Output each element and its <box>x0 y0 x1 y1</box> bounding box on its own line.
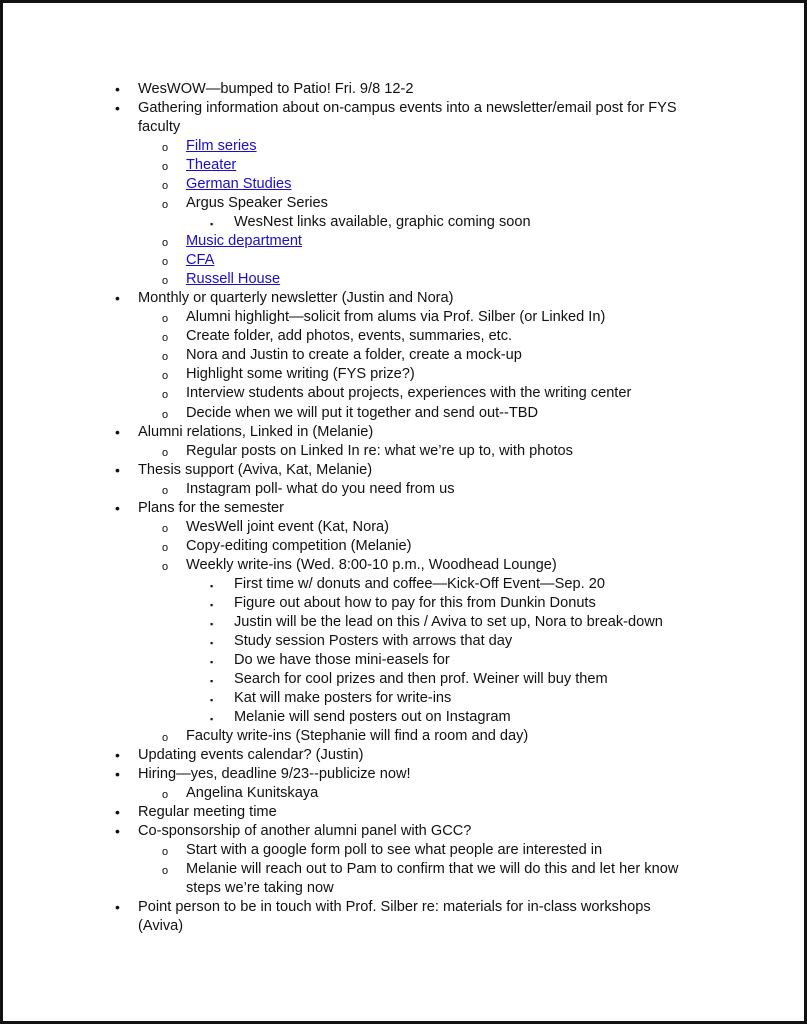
list-item-text: Thesis support (Aviva, Kat, Melanie) <box>138 462 373 478</box>
square-bullet-icon <box>210 594 213 615</box>
bullet-icon <box>115 746 120 765</box>
list-item-text: Kat will make posters for write-ins <box>234 690 452 706</box>
circle-bullet-icon <box>162 308 168 329</box>
circle-bullet-icon <box>162 442 168 463</box>
circle-bullet-icon <box>162 270 168 291</box>
list-item-text: Start with a google form poll to see what people are interested in <box>186 842 603 858</box>
circle-bullet-icon <box>162 194 168 215</box>
square-bullet-icon <box>210 708 213 729</box>
list-item-text: Study session Posters with arrows that day <box>234 633 513 649</box>
list-item-text: Plans for the semester <box>138 500 285 516</box>
list-item-text: Instagram poll- what do you need from us <box>186 481 455 497</box>
bullet-icon <box>115 289 120 308</box>
circle-bullet-icon <box>162 727 168 748</box>
circle-bullet-icon <box>162 480 168 501</box>
list-item-text: Regular posts on Linked In re: what we’re up to, with photos <box>186 443 573 459</box>
square-bullet-icon <box>210 632 213 653</box>
square-bullet-icon <box>210 651 213 672</box>
list-item-text: Point person to be in touch with Prof. Silber re: materials for in-class workshops <box>138 899 651 915</box>
circle-bullet-icon <box>162 251 168 272</box>
list-item-text: Alumni relations, Linked in (Melanie) <box>138 424 374 440</box>
list-item-text: Nora and Justin to create a folder, create a mock-up <box>186 347 522 363</box>
bullet-icon <box>115 822 120 841</box>
list-item-text: Search for cool prizes and then prof. Weiner will buy them <box>234 671 608 687</box>
event-link[interactable]: Theater <box>186 157 237 173</box>
circle-bullet-icon <box>162 518 168 539</box>
circle-bullet-icon <box>162 232 168 253</box>
list-item-text: Melanie will reach out to Pam to confirm that we will do this and let her know <box>186 861 679 877</box>
list-item-text: Co-sponsorship of another alumni panel with GCC? <box>138 823 472 839</box>
event-link[interactable]: Russell House <box>186 271 281 287</box>
circle-bullet-icon <box>162 175 168 196</box>
square-bullet-icon <box>210 575 213 596</box>
bullet-icon <box>115 898 120 917</box>
list-item-text: (Aviva) <box>138 918 184 934</box>
list-item-text: Hiring—yes, deadline 9/23--publicize now! <box>138 766 411 782</box>
circle-bullet-icon <box>162 537 168 558</box>
list-item-text: Melanie will send posters out on Instagram <box>234 709 511 725</box>
circle-bullet-icon <box>162 404 168 425</box>
square-bullet-icon <box>210 613 213 634</box>
bullet-icon <box>115 803 120 822</box>
circle-bullet-icon <box>162 365 168 386</box>
list-item-text: faculty <box>138 119 181 135</box>
square-bullet-icon <box>210 689 213 710</box>
circle-bullet-icon <box>162 556 168 577</box>
list-item-text: Decide when we will put it together and send out--TBD <box>186 405 539 421</box>
bullet-icon <box>115 423 120 442</box>
list-item-text: Figure out about how to pay for this from Dunkin Donuts <box>234 595 596 611</box>
list-item-text: Do we have those mini-easels for <box>234 652 450 668</box>
list-item-text: Interview students about projects, experiences with the writing center <box>186 385 632 401</box>
list-item-text: Create folder, add photos, events, summaries, etc. <box>186 328 513 344</box>
bullet-icon <box>115 80 120 99</box>
list-item-text: Alumni highlight—solicit from alums via Prof. Silber (or Linked In) <box>186 309 606 325</box>
circle-bullet-icon <box>162 860 168 881</box>
list-item-text: WesWell joint event (Kat, Nora) <box>186 519 390 535</box>
event-link[interactable]: Film series <box>186 138 257 154</box>
circle-bullet-icon <box>162 784 168 805</box>
bullet-icon <box>115 765 120 784</box>
list-item-text: Updating events calendar? (Justin) <box>138 747 364 763</box>
bullet-icon <box>115 99 120 118</box>
circle-bullet-icon <box>162 346 168 367</box>
bullet-icon <box>115 461 120 480</box>
bullet-icon <box>115 499 120 518</box>
circle-bullet-icon <box>162 841 168 862</box>
list-item-text: Monthly or quarterly newsletter (Justin and Nora) <box>138 290 454 306</box>
list-item-text: WesNest links available, graphic coming soon <box>234 214 531 230</box>
list-item-text: WesWOW—bumped to Patio! Fri. 9/8 12-2 <box>138 81 414 97</box>
event-link[interactable]: Music department <box>186 233 302 249</box>
circle-bullet-icon <box>162 327 168 348</box>
list-item-text: Weekly write-ins (Wed. 8:00-10 p.m., Woodhead Lounge) <box>186 557 557 573</box>
list-item-text: steps we’re taking now <box>186 880 334 896</box>
list-item-text: Faculty write-ins (Stephanie will find a room and day) <box>186 728 529 744</box>
list-item-text: Copy-editing competition (Melanie) <box>186 538 412 554</box>
list-item-text: Gathering information about on-campus events into a newsletter/email post for FYS <box>138 100 677 116</box>
circle-bullet-icon <box>162 384 168 405</box>
list-item-text: Highlight some writing (FYS prize?) <box>186 366 415 382</box>
circle-bullet-icon <box>162 137 168 158</box>
list-item-text: Regular meeting time <box>138 804 277 820</box>
square-bullet-icon <box>210 213 213 234</box>
list-item-text: First time w/ donuts and coffee—Kick-Off Event—Sep. 20 <box>234 576 605 592</box>
list-item-text: Argus Speaker Series <box>186 195 328 211</box>
square-bullet-icon <box>210 670 213 691</box>
event-link[interactable]: CFA <box>186 252 215 268</box>
event-link[interactable]: German Studies <box>186 176 292 192</box>
circle-bullet-icon <box>162 156 168 177</box>
list-item-text: Angelina Kunitskaya <box>186 785 319 801</box>
list-item-text: Justin will be the lead on this / Aviva to set up, Nora to break-down <box>234 614 663 630</box>
